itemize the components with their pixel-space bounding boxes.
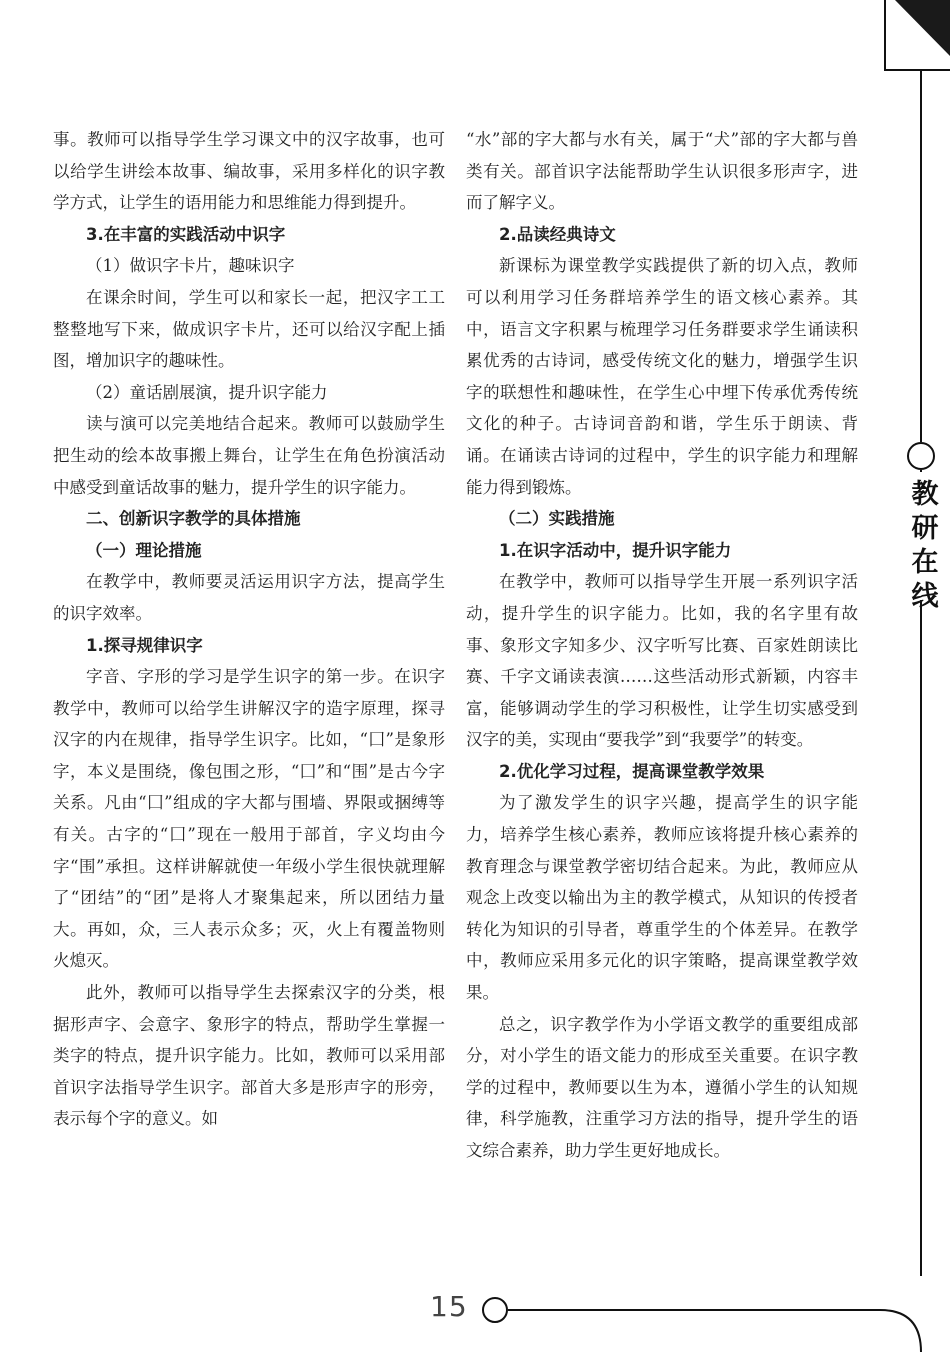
body-paragraph: 字音、字形的学习是学生识字的第一步。在识字教学中，教师可以给学生讲解汉字的造字原理，探寻汉字的内在规律，指导学生识字。比如，“囗”是象形字，本义是围绕，像包围之形，“囗”和“围”是古今字关系。凡由“囗”组成的字大都与围墙、界限或捆缚等有关。古字的“囗”现在一般用于部首，字义均由今字“围”承担。这样讲解就使一年级小学生很快就理解了“团结”的“团”是将人才聚集起来，所以团结力量大。再如，众，三人表示众多；灭，火上有覆盖物则火熄灭。 bbox=[53, 667, 445, 971]
body-paragraph: “水”部的字大都与水有关，属于“犬”部的字大都与兽类有关。部首识字法能帮助学生认识很多形声字，进而了解字义。 bbox=[466, 130, 858, 213]
body-paragraph: 读与演可以完美地结合起来。教师可以鼓励学生把生动的绘本故事搬上舞台，让学生在角色扮演活动中感受到童话故事的魅力，提升学生的识字能力。 bbox=[53, 414, 445, 497]
section-heading: 1.在识字活动中，提升识字能力 bbox=[499, 540, 732, 560]
side-label-char: 研 bbox=[911, 513, 939, 544]
section-heading: 3.在丰富的实践活动中识字 bbox=[86, 224, 286, 244]
section-heading: （一）理论措施 bbox=[86, 540, 202, 560]
body-paragraph: 此外，教师可以指导学生去探索汉字的分类，根据形声字、会意字、象形字的特点，帮助学生掌握一类字的特点，提升识字能力。比如，教师可以采用部首识字法指导学生识字。部首大多是形声字的形旁，表示每个字的意义。如 bbox=[53, 983, 445, 1129]
body-paragraph: 在教学中，教师要灵活运用识字方法，提高学生的识字效率。 bbox=[53, 572, 445, 623]
section-heading: 二、创新识字教学的具体措施 bbox=[86, 509, 301, 529]
section-heading: 1.探寻规律识字 bbox=[86, 635, 203, 655]
section-heading: （二）实践措施 bbox=[499, 509, 615, 529]
section-heading: 2.品读经典诗文 bbox=[499, 224, 616, 244]
body-paragraph: 新课标为课堂教学实践提供了新的切入点，教师可以利用学习任务群培养学生的语文核心素养。其中，语言文字积累与梳理学习任务群要求学生诵读积累优秀的古诗词，感受传统文化的魅力，增强学生识字的联想性和趣味性，在学生心中埋下传承优秀传统文化的种子。古诗词音韵和谐，学生乐于朗读、背诵。在诵读古诗词的过程中，学生的识字能力和理解能力得到锻炼。 bbox=[466, 256, 858, 497]
subsection-heading: （2）童话剧展演，提升识字能力 bbox=[86, 382, 328, 402]
page-number: 15 bbox=[430, 1290, 468, 1323]
body-paragraph: 在课余时间，学生可以和家长一起，把汉字工工整整地写下来，做成识字卡片，还可以给汉字配上插图，增加识字的趣味性。 bbox=[53, 287, 445, 371]
side-label-char: 线 bbox=[911, 581, 939, 612]
left-text-column bbox=[53, 124, 445, 1135]
side-label-char: 在 bbox=[911, 547, 939, 578]
side-label-char: 教 bbox=[911, 479, 939, 510]
subsection-heading: （1）做识字卡片，趣味识字 bbox=[86, 256, 295, 276]
body-paragraph: 事。教师可以指导学生学习课文中的汉字故事，也可以给学生讲绘本故事、编故事，采用多样化的识字教学方式，让学生的语用能力和思维能力得到提升。 bbox=[53, 130, 445, 213]
body-paragraph: 总之，识字教学作为小学语文教学的重要组成部分，对小学生的语文能力的形成至关重要。在识字教学的过程中，教师要以生为本，遵循小学生的认知规律，科学施教，注重学习方法的指导，提升学生的语文综合素养，助力学生更好地成长。 bbox=[466, 1014, 858, 1160]
section-heading: 2.优化学习过程，提高课堂教学效果 bbox=[499, 761, 765, 781]
body-paragraph: 为了激发学生的识字兴趣，提高学生的识字能力，培养学生核心素养，教师应该将提升核心素养的教育理念与课堂教学密切结合起来。为此，教师应从观念上改变以输出为主的教学模式，从知识的传授者转化为知识的引导者，尊重学生的个体差异。在教学中，教师应采用多元化的识字策略，提高课堂教学效果。 bbox=[466, 793, 858, 1003]
right-text-column bbox=[466, 124, 858, 1167]
body-paragraph: 在教学中，教师可以指导学生开展一系列识字活动，提升学生的识字能力。比如，我的名字里有故事、象形文字知多少、汉字听写比赛、百家姓朗读比赛、千字文诵读表演……这些活动形式新颖，内容丰富，能够调动学生的学习积极性，让学生切实感受到汉字的美，实现由“要我学”到“我要学”的转变。 bbox=[466, 572, 858, 750]
section-side-label bbox=[905, 478, 945, 614]
